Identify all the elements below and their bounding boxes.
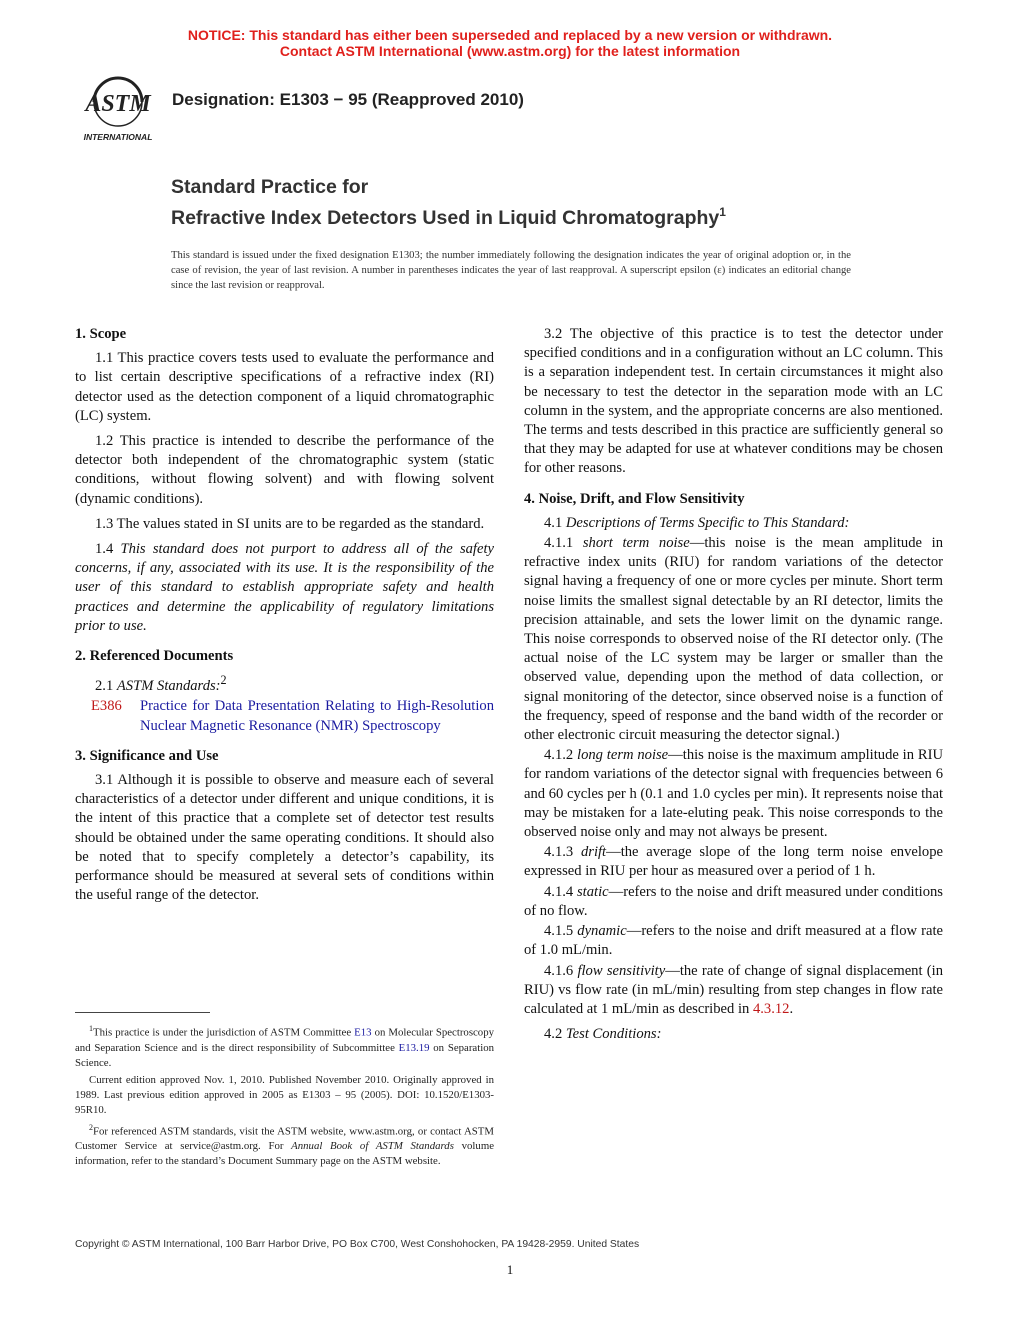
- para-1-3: 1.3 The values stated in SI units are to be regarded as the standard.: [95, 515, 485, 532]
- para-4-1-5-text: —refers to the noise and drift measured at a flow rate of 1.0 mL/min.: [524, 923, 943, 959]
- notice-line-1: NOTICE: This standard has either been superseded and replaced by a new version or withdrawn.: [187, 27, 833, 43]
- right-column: [524, 325, 943, 1050]
- notice-line-2: Contact ASTM International (www.astm.org) for the latest information: [279, 43, 741, 59]
- section-3-heading: 3. Significance and Use: [75, 747, 219, 764]
- para-1-2: 1.2 This practice is intended to describe the performance of the detector both independent of the chromatographic system (static conditions, without flowing solvent) and with flowing solvent (dynamic conditions).: [75, 433, 494, 507]
- footnote-2-text-a: For referenced ASTM standards, visit the ASTM website, www.astm.org, or contact ASTM Customer Service at service@astm.org. For: [75, 1125, 494, 1153]
- para-4-1-1: [524, 534, 943, 745]
- para-2-1-num: 2.1: [95, 678, 117, 695]
- footnote-2-text-b: volume information, refer to the standard’s Document Summary page on the ASTM website.: [75, 1140, 495, 1168]
- footnotes: [75, 1021, 494, 1169]
- para-4-1-4-text: —refers to the noise and drift measured under conditions of no flow.: [524, 883, 943, 919]
- para-4-1: [524, 514, 943, 533]
- footnote-2: [75, 1120, 494, 1170]
- para-4-1-1-text: —this noise is the mean amplitude in refractive index units (RIU) for random variations of the detector signal having a frequency of one or more cycles per minute. Short term noise limits the smallest signal detectable by an RI detector, limits the precision attainable, and sets the lower limit on the dynamic range. This noise corresponds to observed noise of the RI detector only. (The actual noise of the LC system may be larger or smaller than the observed value, depending upon the method of data collection, or signal monitoring of the detector, since observed noise is a function of the frequency, speed of response and the band width of the recorder or other electronic circuit measuring the detector signal.): [524, 535, 943, 744]
- para-1-4-num: 1.4: [95, 541, 121, 558]
- footnote-divider: [75, 1012, 210, 1013]
- para-4-1-6-end: .: [789, 1000, 794, 1017]
- footnote-2-mark: 2: [89, 1122, 93, 1132]
- para-4-1-6-num: 4.1.6: [544, 962, 578, 979]
- section-1-heading: 1. Scope: [75, 326, 127, 342]
- left-column: [75, 325, 494, 911]
- footnote-1-edition: Current edition approved Nov. 1, 2010. Published November 2010. Originally approved in 1989. Last previous edition approved in 2005 as E1303 – 95 (2005). DOI: 10.1520/E1303-95R10.: [75, 1073, 494, 1116]
- para-1-1: 1.1 This practice covers tests used to evaluate the performance and to list certain descriptive specifications of a refractive index (RI) detector used as the detection component of a liquid chromatographic (LC) system.: [75, 350, 494, 424]
- footnote-1-text-c: on Separation Science.: [75, 1041, 494, 1069]
- footnote-1-mark: 1: [89, 1024, 93, 1033]
- withdrawal-notice: [0, 27, 1020, 59]
- footnote-1: [75, 1021, 494, 1071]
- issued-note: This standard is issued under the fixed designation E1303; the number immediately following the designation indicates the year of original adoption or, in the case of revision, the year of last revision. A number in parentheses indicates the year of last reapproval. A superscript epsilon (ε) indicates an editorial change since the last revision or reapproval.: [171, 250, 851, 291]
- para-4-2: [524, 1025, 943, 1044]
- title-line-1: Standard Practice for: [171, 176, 369, 198]
- para-4-1-4: [524, 883, 943, 921]
- designation: Designation: E1303 − 95 (Reapproved 2010): [172, 90, 524, 109]
- reference-title-link[interactable]: Practice for Data Presentation Relating to High-Resolution Nuclear Magnetic Resonance (NMR) Spectroscopy: [140, 698, 494, 734]
- para-4-1-2-num: 4.1.2: [544, 747, 578, 764]
- term-short-term-noise: short term noise: [582, 535, 690, 552]
- para-4-2-text: Test Conditions:: [565, 1026, 662, 1043]
- section-4-heading: 4. Noise, Drift, and Flow Sensitivity: [524, 490, 745, 507]
- para-4-2-num: 4.2: [544, 1026, 566, 1043]
- term-drift: drift: [580, 844, 607, 861]
- para-4-1-text: Descriptions of Terms Specific to This Standard:: [565, 514, 850, 531]
- para-4-1-6: [524, 962, 943, 1020]
- para-2-1: [75, 671, 494, 696]
- document-title: [171, 175, 726, 231]
- term-flow-sensitivity: flow sensitivity: [577, 962, 666, 979]
- para-4-1-2: [524, 746, 943, 842]
- section-4-3-12-link[interactable]: 4.3.12: [752, 1000, 790, 1017]
- reference-e386[interactable]: [75, 697, 494, 735]
- footnote-1-text-a: This practice is under the jurisdiction of ASTM Committee: [93, 1026, 355, 1039]
- para-1-4-text: This standard does not purport to address all of the safety concerns, if any, associated with its use. It is the responsibility of the user of this standard to establish appropriate safety and health practices and determine the applicability of regulatory limitations prior to use.: [75, 541, 494, 634]
- logo-mark: ASTM: [85, 91, 151, 117]
- logo-subtext: INTERNATIONAL: [83, 132, 153, 142]
- title-footnote-mark: 1: [719, 205, 726, 219]
- para-4-1-3-text: —the average slope of the long term noise envelope expressed in RIU per hour as measured over a period of 1 h.: [524, 844, 943, 880]
- subcommittee-e13-19-link[interactable]: E13.19: [398, 1041, 430, 1054]
- para-4-1-5-num: 4.1.5: [544, 923, 578, 940]
- footnote-1-text-b: on Molecular Spectroscopy and Separation Science and is the direct responsibility of Subcommittee: [75, 1026, 495, 1054]
- footnote-2-italic: Annual Book of ASTM Standards: [291, 1140, 454, 1153]
- para-4-1-num: 4.1: [544, 514, 566, 531]
- para-4-1-2-text: —this noise is the maximum amplitude in RIU for random variations of the detector signal with frequencies between 6 and 60 cycles per h (0.1 and 1.0 cycles per min). It represents noise that may be mistaken for a late-eluting peak. This noise corresponds to the observed noise only and may not always be present.: [524, 747, 943, 841]
- title-line-2-text: Refractive Index Detectors Used in Liquid Chromatography: [171, 207, 720, 229]
- para-1-4: [75, 540, 494, 636]
- para-4-1-6-text: —the rate of change of signal displacement (in RIU) vs flow rate (in mL/min) resulting from step changes in flow rate calculated at 1 mL/min as described in: [524, 962, 943, 1017]
- section-2-heading: 2. Referenced Documents: [75, 648, 234, 665]
- astm-logo-icon: [74, 74, 162, 144]
- committee-e13-link[interactable]: E13: [354, 1026, 372, 1039]
- para-4-1-3-num: 4.1.3: [544, 844, 581, 861]
- copyright-line: Copyright © ASTM International, 100 Barr Harbor Drive, PO Box C700, West Conshohocken, PA 19428-2959. United States: [75, 1239, 640, 1250]
- page-number: 1: [506, 1262, 514, 1277]
- para-4-1-5: [524, 922, 943, 960]
- para-3-2: 3.2 The objective of this practice is to test the detector under specified conditions and in a configuration without an LC column. This is a separation independent test. In certain circumstances it might also be necessary to test the detector in the separation mode with an LC column in the system, and the appropriate concerns are also mentioned. The terms and tests described in this practice are sufficiently general so that they may be adapted for use at whatever conditions may be chosen for other reasons.: [524, 326, 943, 477]
- para-4-1-4-num: 4.1.4: [544, 883, 577, 900]
- title-line-2: [171, 200, 726, 231]
- term-static: static: [577, 883, 609, 900]
- para-2-1-text: ASTM Standards:: [116, 678, 221, 695]
- para-2-1-sup: 2: [220, 673, 227, 688]
- term-long-term-noise: long term noise: [577, 747, 669, 764]
- para-4-1-3: [524, 843, 943, 881]
- para-3-1: 3.1 Although it is possible to observe and measure each of several characteristics of a detector under different and unique conditions, it is the intent of this practice that a complete set of detector test results should be obtained under the same operating conditions. It should also be noted that to specify completely a detector’s capability, its performance should be measured at several sets of conditions within the useful range of the detector.: [75, 771, 494, 904]
- para-4-1-1-num: 4.1.1: [544, 535, 583, 552]
- term-dynamic: dynamic: [577, 923, 627, 940]
- reference-code-link[interactable]: E386: [91, 698, 122, 715]
